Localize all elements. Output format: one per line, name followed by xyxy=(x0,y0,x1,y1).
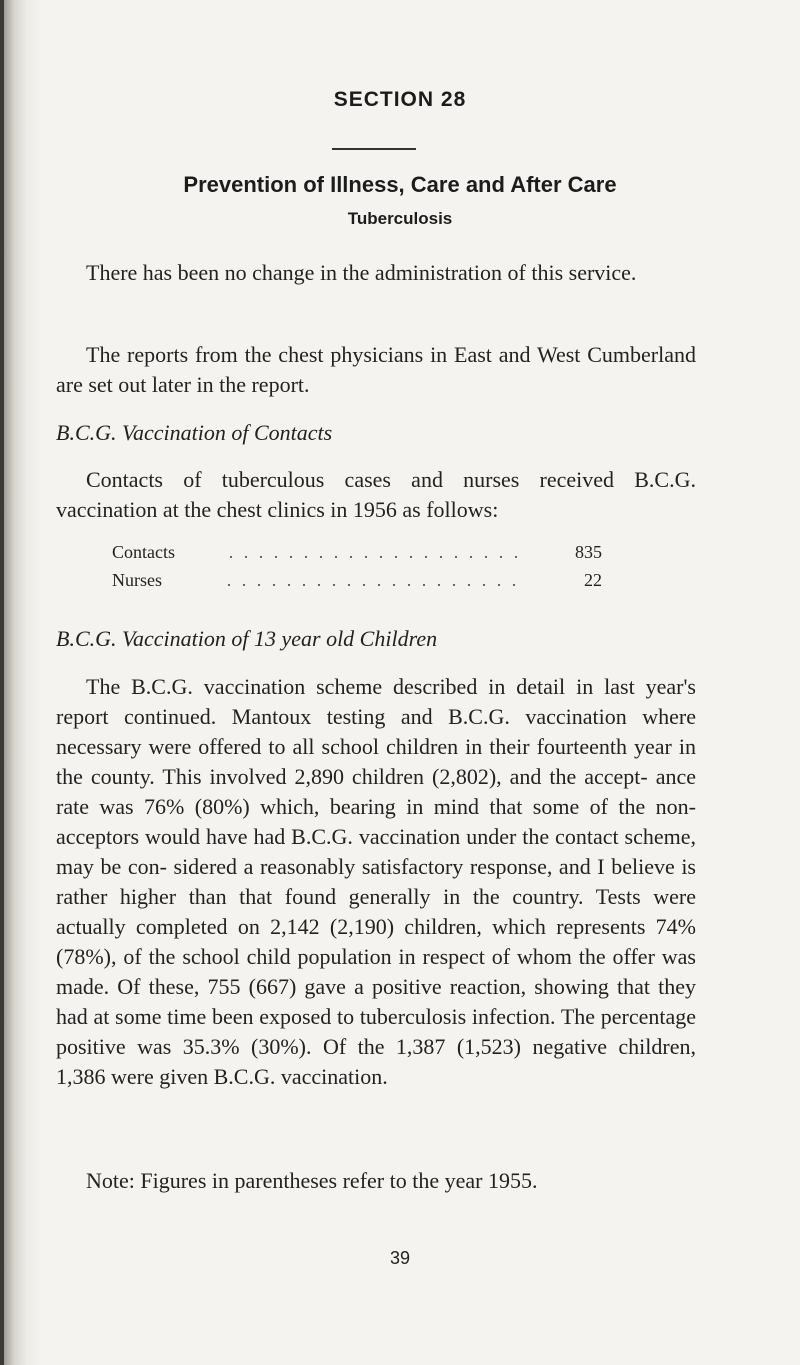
table-row xyxy=(112,538,602,566)
children-paragraph: The B.C.G. vaccination scheme described in detail in last year's report continued. Mantoux testing and B.C.G. vaccination where necessary were offered to all school children in their fourteenth year in the county. This involved 2,890 children (2,802), and the accept- ance rate was 76% (80%) which, bearing in mind that some of the non-acceptors would have had B.C.G. vaccination under the contact scheme, may be con- sidered a reasonably satisfactory response, and I believe is rather higher than that found generally in the country. Tests were actually completed on 2,142 (2,190) children, which represents 74% (78%), of the school child population in respect of whom the offer was made. Of these, 755 (667) gave a positive reaction, showing that they had at some time been exposed to tuberculosis infection. The percentage positive was 35.3% (30%). Of the 1,387 (1,523) negative children, 1,386 were given B.C.G. vaccination. xyxy=(56,674,696,1089)
section-title: SECTION 28 xyxy=(333,88,467,111)
row-label: Nurses xyxy=(112,570,162,590)
contacts-table xyxy=(112,538,602,594)
page-binding-shadow xyxy=(0,0,42,1365)
contacts-paragraph: Contacts of tuberculous cases and nurses received B.C.G. vaccination at the chest clinics in 1956 as follows: xyxy=(56,467,696,522)
note-paragraph: Note: Figures in parentheses refer to the year 1955. xyxy=(86,1168,538,1193)
intro-paragraph-1: There has been no change in the administration of this service. xyxy=(86,260,637,285)
leader-dots: . . . . . . . . . . . . . . . . . . . . xyxy=(228,542,522,562)
main-heading: Prevention of Illness, Care and After Care xyxy=(183,172,617,197)
row-value: 835 xyxy=(575,542,602,562)
table-row xyxy=(112,566,602,594)
page-number: 39 xyxy=(389,1248,411,1268)
sub-heading: Tuberculosis xyxy=(347,209,453,228)
row-label: Contacts xyxy=(112,542,175,562)
page-binding-edge xyxy=(0,0,4,1365)
section-divider xyxy=(332,148,416,150)
row-value: 22 xyxy=(584,570,602,590)
children-heading: B.C.G. Vaccination of 13 year old Children xyxy=(56,626,438,651)
intro-paragraph-2: The reports from the chest physicians in East and West Cumberland are set out later in the report. xyxy=(56,342,696,397)
leader-dots: . . . . . . . . . . . . . . . . . . . . xyxy=(226,570,520,590)
contacts-heading: B.C.G. Vaccination of Contacts xyxy=(56,420,333,445)
